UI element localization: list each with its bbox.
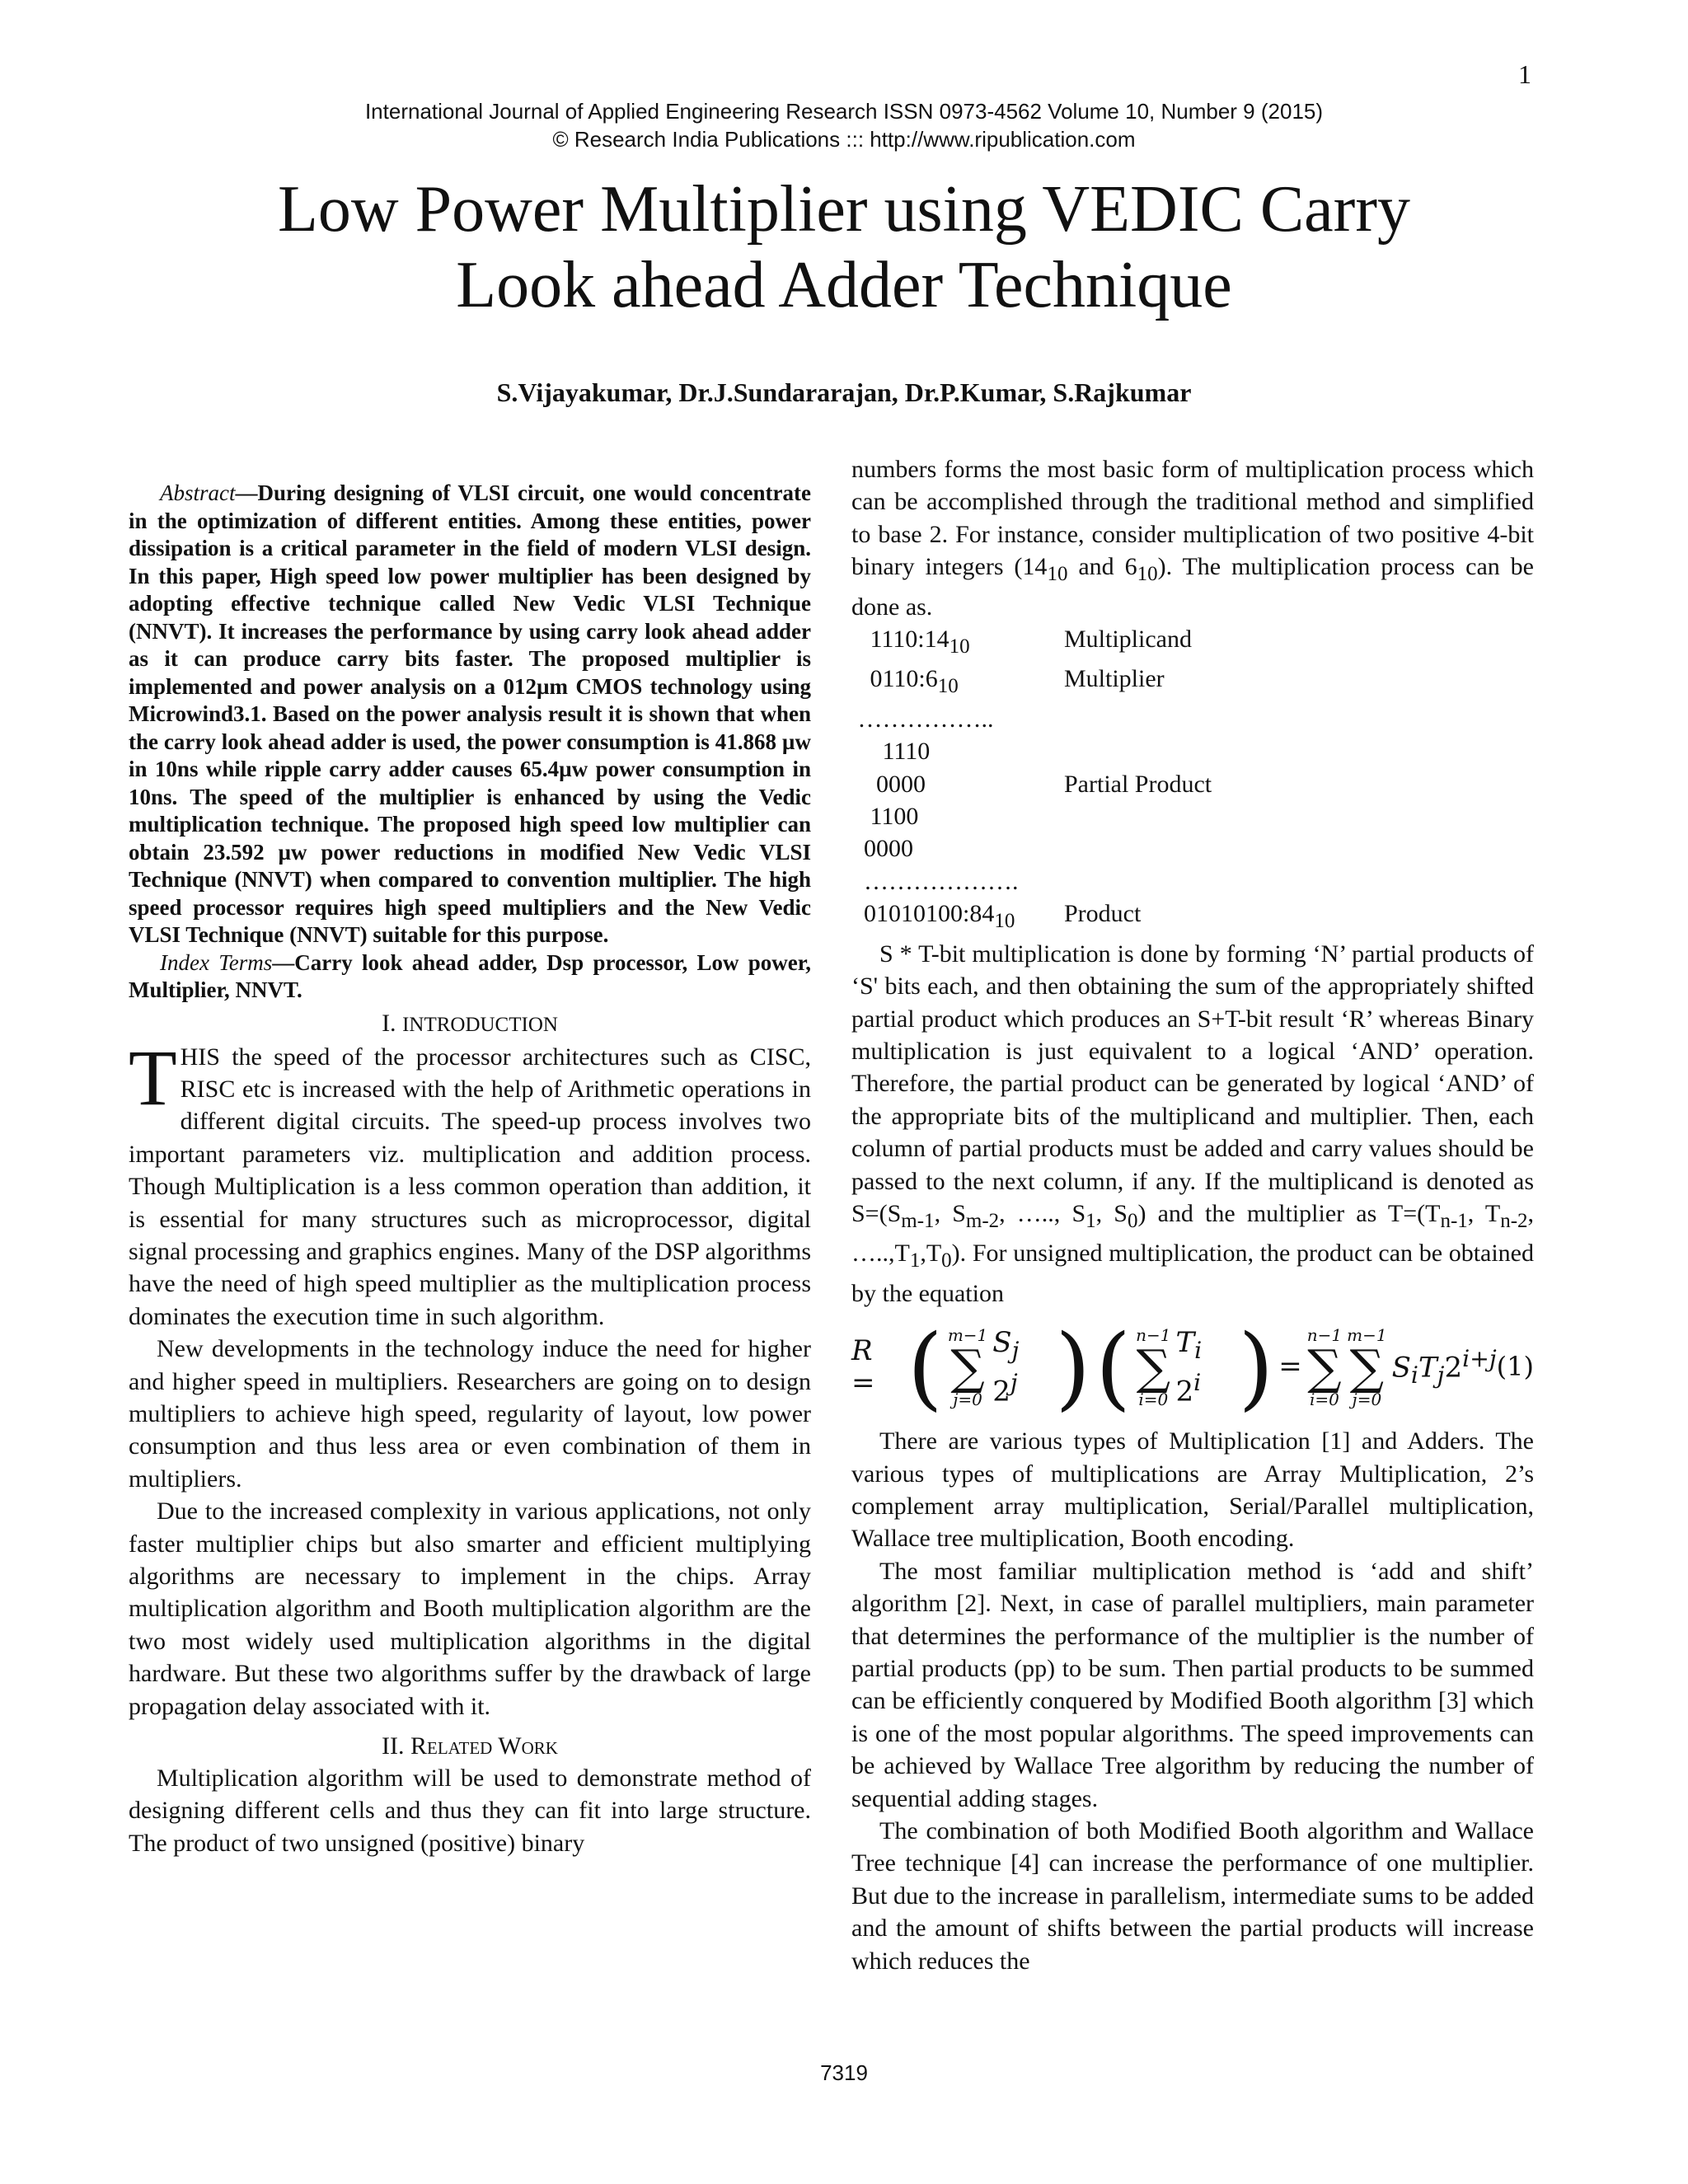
abstract-text: —During designing of VLSI circuit, one would concentrate in the optimization of different entities. Among these entities, power dissipation is a critical parameter in the field of modern VLSI design. In this paper, High speed low power multiplier has been designed by adopting effective technique called New Vedic VLSI Technique (NNVT). It increases the performance by using carry look ahead adder as it can produce carry bits faster. The proposed multiplier is implemented and power analysis on a 012µm CMOS technology using Microwind3.1. Based on the power analysis result it is shown that when the carry look ahead adder is used, the power consumption is 41.868 µw in 10ns while ripple carry adder causes 65.4µw power consumption in 10ns. The speed of the multiplier is enhanced by using the Vedic multiplication technique. The proposed high speed low multiplier can obtain 23.592 µw power reductions in modified New Vedic VLSI Technique (NNVT) when compared to convention multiplier. The high speed processor requires high speed multipliers and the New Vedic VLSI Technique (NNVT) suitable for this purpose. <box>129 480 811 947</box>
sum-symbol: m−1 ∑ j=0 <box>947 1325 988 1410</box>
equation-body: R = ( m−1 ∑ j=0 $S_j$ 2$^j$ ) ( n−1 ∑ i=0 $T_i$ 2$^i$ ) = n−1 ∑ i=0 m−1 ∑ j=0 $S_iT_j2^{i+j}$ <box>851 1315 1497 1421</box>
right-paragraph-2: The most familiar multiplication method is ‘add and shift’ algorithm [2]. Next, in case of parallel multipliers, main parameter that determines the performance of the multiplier is the number of partial products (pp) to be sum. Then partial products to be summed can be efficiently conquered by Modified Booth algorithm [3] which is one of the most popular algorithms. The speed improvements can be achieved by Wallace Tree algorithm by reducing the number of sequential adding stages. <box>851 1557 1534 1812</box>
abstract <box>129 480 811 949</box>
calc-row: 0000 <box>851 835 913 863</box>
calc-row: 1110 <box>851 738 931 766</box>
calc-row: $1110:14_{10}$ Multiplicand <box>851 626 1192 658</box>
index-terms-text: —Carry look ahead adder, Dsp processor, Low power, Multiplier, NNVT. <box>129 949 811 1002</box>
calc-row: …………….. <box>851 705 994 733</box>
intro-paragraph-1: THIS the speed of the processor architectures such as CISC, RISC etc is increased with the help of Arithmetic operations in different digital circuits. The speed-up process involves two important parameters viz. multiplication and addition process. Though Multiplication is a less common operation than addition, it is essential for many structures such as microprocessor, digital signal processing and graphics engines. Many of the DSP algorithms have the need of high speed multiplier as the multiplication process dominates the execution time in such algorithm. <box>129 1033 811 1330</box>
abstract-lead: Abstract <box>160 480 236 505</box>
index-terms <box>129 949 811 1005</box>
calc-row: 1100 <box>851 803 919 831</box>
intro-paragraph-2: New developments in the technology induce the need for higher and higher speed in multipliers. Researchers are going on to design multipliers to achieve high speed, regularity of layout, low power consumption and thus less area or even combination of them in multipliers. <box>129 1335 811 1493</box>
sum-symbol: n−1 ∑ i=0 <box>1136 1325 1171 1410</box>
index-terms-lead: Index Terms <box>160 949 273 975</box>
right-column <box>851 453 1534 1977</box>
sum-symbol: n−1 ∑ i=0 <box>1306 1325 1343 1410</box>
section-heading-related-work: II. Related Work <box>382 1732 558 1760</box>
paper-title <box>0 171 1688 323</box>
authors: S.Vijayakumar, Dr.J.Sundararajan, Dr.P.Kumar, S.Rajkumar <box>496 377 1192 407</box>
equation-1 <box>851 1310 1534 1425</box>
section-heading-introduction: I. INTRODUCTION <box>382 1009 558 1037</box>
equation-number: (1) <box>1496 1351 1534 1383</box>
related-work-paragraph: Multiplication algorithm will be used to demonstrate method of designing different cells and thus they can fit into large structure. The product of two unsigned (positive) binary <box>129 1765 811 1857</box>
journal-header-line1: International Journal of Applied Engineering Research ISSN 0973-4562 Volume 10, Number 9 (2015) <box>364 99 1324 124</box>
footer-page-number: 7319 <box>820 2060 868 2085</box>
multiplication-explanation: S * T-bit multiplication is done by forming ‘N’ partial products of ‘S' bits each, and then obtaining the sum of the appropriately shifted partial product which produces an S+T-bit result ‘R’ whereas Binary multiplication is just equivalent to a logical ‘AND’ operation. Therefore, the partial product can be generated by logical ‘AND’ of the appropriate bits of the multiplicand and multiplier. Then, each column of partial products must be added and carry values should be passed to the next column, if any. If the multiplicand is denoted as $S=(S_{m-1}$, $S_{m-2}$, ….., $S_1$, $S_0$) and the multiplier as $T=(T_{n-1}$, $T_{n-2}$, $\dots..,T_1,T_0$). For unsigned multiplication, the product can be obtained by the equation <box>851 940 1535 1307</box>
calc-row: ………………. <box>851 867 1019 895</box>
calc-row: $0110:6_{10}$ Multiplier <box>851 665 1165 698</box>
right-paragraph-1: There are various types of Multiplication [1] and Adders. The various types of multiplications are Array Multiplication, 2’s complement array multiplication, Serial/Parallel multiplication, Wallace tree multiplication, Booth encoding. <box>851 1427 1534 1553</box>
intro-paragraph-3: Due to the increased complexity in various applications, not only faster multiplier chips but also smarter and efficient multiplying algorithms are necessary to implement in the chips. Array multiplication algorithm and Booth multiplication algorithm are the two most widely used multiplication algorithms in the digital hardware. But these two algorithms suffer by the drawback of large propagation delay associated with it. <box>129 1497 811 1720</box>
page-number: 1 <box>1518 59 1531 89</box>
dropcap: T <box>129 1033 177 1122</box>
paper-title-line1: Low Power Multiplier using VEDIC Carry <box>278 173 1410 246</box>
journal-header <box>0 97 1688 153</box>
calc-row: $01010100:84_{10}$ Product <box>851 900 1142 933</box>
sum-symbol: m−1 ∑ j=0 <box>1347 1325 1387 1410</box>
right-intro-paragraph: numbers forms the most basic form of multiplication process which can be accomplished through the traditional method and simplified to base 2. For instance, consider multiplication of two positive 4-bit binary integers ($14_{10}$ and $6_{10}$). The multiplication process can be done as. <box>851 456 1534 621</box>
right-paragraph-3: The combination of both Modified Booth algorithm and Wallace Tree technique [4] can increase the performance of one multiplier. But due to the increase in parallelism, intermediate sums to be added and the amount of shifts between the partial products will increase which reduces the <box>851 1817 1534 1975</box>
multiplication-example <box>851 623 1534 938</box>
calc-row: 0000 Partial Product <box>851 770 1212 798</box>
left-column <box>129 453 811 1859</box>
journal-header-line2: © Research India Publications ::: http://www.ripublication.com <box>552 127 1136 152</box>
paper-title-line2: Look ahead Adder Technique <box>456 249 1232 321</box>
